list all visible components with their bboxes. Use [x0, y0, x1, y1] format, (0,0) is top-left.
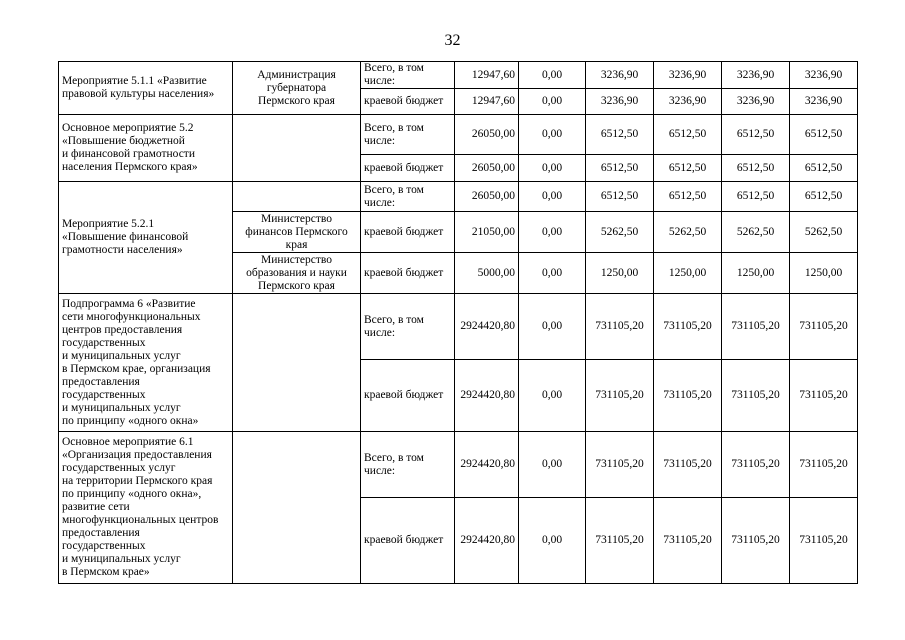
amount-total: 26050,00 — [455, 115, 519, 155]
amount-year: 3236,90 — [790, 62, 858, 89]
amount-year: 0,00 — [519, 360, 586, 432]
amount-year: 6512,50 — [722, 155, 790, 182]
executor-cell — [233, 294, 361, 432]
executor-cell: Министерство финансов Пермского края — [233, 212, 361, 253]
amount-year: 6512,50 — [654, 115, 722, 155]
funding-source: Всего, в том числе: — [361, 294, 455, 360]
amount-year: 731105,20 — [586, 498, 654, 584]
activity-name: Основное мероприятие 5.2 «Повышение бюджетной и финансовой грамотности населения Пермского края» — [59, 115, 233, 182]
amount-year: 1250,00 — [722, 253, 790, 294]
amount-year: 0,00 — [519, 212, 586, 253]
executor-cell — [233, 432, 361, 584]
amount-year: 0,00 — [519, 498, 586, 584]
table-row — [59, 62, 858, 89]
amount-year: 6512,50 — [790, 115, 858, 155]
amount-year: 731105,20 — [654, 432, 722, 498]
amount-total: 21050,00 — [455, 212, 519, 253]
amount-year: 5262,50 — [586, 212, 654, 253]
activity-name: Подпрограмма 6 «Развитие сети многофункциональных центров предоставления государственных и муниципальных услуг в Пермском крае, организация предоставления государственных и муниципальных услуг по принципу «одного окна» — [59, 294, 233, 432]
funding-source: Всего, в том числе: — [361, 115, 455, 155]
amount-year: 6512,50 — [790, 182, 858, 212]
executor-cell — [233, 182, 361, 212]
amount-year: 3236,90 — [722, 89, 790, 115]
funding-source: краевой бюджет — [361, 360, 455, 432]
amount-year: 3236,90 — [722, 62, 790, 89]
amount-year: 3236,90 — [586, 62, 654, 89]
amount-year: 0,00 — [519, 89, 586, 115]
executor-cell — [233, 115, 361, 182]
amount-year: 0,00 — [519, 432, 586, 498]
amount-year: 731105,20 — [654, 294, 722, 360]
amount-year: 0,00 — [519, 155, 586, 182]
amount-year: 0,00 — [519, 115, 586, 155]
funding-source: Всего, в том числе: — [361, 182, 455, 212]
table-row — [59, 294, 858, 360]
funding-source: краевой бюджет — [361, 155, 455, 182]
funding-source: краевой бюджет — [361, 89, 455, 115]
budget-table — [58, 61, 858, 584]
table-row — [59, 182, 858, 212]
funding-source: краевой бюджет — [361, 212, 455, 253]
funding-source: Всего, в том числе: — [361, 432, 455, 498]
amount-year: 731105,20 — [586, 360, 654, 432]
activity-name: Мероприятие 5.1.1 «Развитие правовой культуры населения» — [59, 62, 233, 115]
amount-year: 6512,50 — [586, 182, 654, 212]
amount-year: 731105,20 — [722, 432, 790, 498]
amount-total: 2924420,80 — [455, 294, 519, 360]
funding-source: Всего, в том числе: — [361, 62, 455, 89]
amount-year: 731105,20 — [790, 432, 858, 498]
funding-source: краевой бюджет — [361, 253, 455, 294]
activity-name: Мероприятие 5.2.1 «Повышение финансовой грамотности населения» — [59, 182, 233, 294]
amount-year: 731105,20 — [586, 294, 654, 360]
table-row — [59, 115, 858, 155]
amount-year: 731105,20 — [654, 498, 722, 584]
amount-year: 1250,00 — [654, 253, 722, 294]
amount-total: 2924420,80 — [455, 360, 519, 432]
amount-year: 6512,50 — [586, 155, 654, 182]
amount-year: 731105,20 — [790, 360, 858, 432]
amount-total: 2924420,80 — [455, 498, 519, 584]
amount-total: 2924420,80 — [455, 432, 519, 498]
amount-year: 6512,50 — [586, 115, 654, 155]
amount-year: 6512,50 — [722, 115, 790, 155]
amount-year: 3236,90 — [586, 89, 654, 115]
amount-year: 3236,90 — [654, 89, 722, 115]
amount-year: 0,00 — [519, 253, 586, 294]
amount-year: 6512,50 — [654, 155, 722, 182]
amount-year: 3236,90 — [790, 89, 858, 115]
amount-year: 6512,50 — [790, 155, 858, 182]
amount-year: 731105,20 — [790, 294, 858, 360]
amount-year: 1250,00 — [586, 253, 654, 294]
amount-year: 731105,20 — [586, 432, 654, 498]
amount-year: 5262,50 — [722, 212, 790, 253]
amount-year: 0,00 — [519, 62, 586, 89]
amount-year: 731105,20 — [654, 360, 722, 432]
amount-total: 26050,00 — [455, 155, 519, 182]
amount-year: 1250,00 — [790, 253, 858, 294]
amount-total: 5000,00 — [455, 253, 519, 294]
amount-year: 3236,90 — [654, 62, 722, 89]
amount-year: 6512,50 — [654, 182, 722, 212]
amount-year: 6512,50 — [722, 182, 790, 212]
amount-year: 731105,20 — [722, 360, 790, 432]
page-number: 32 — [444, 32, 461, 49]
amount-year: 5262,50 — [654, 212, 722, 253]
amount-year: 0,00 — [519, 294, 586, 360]
amount-year: 731105,20 — [722, 294, 790, 360]
table-row — [59, 432, 858, 498]
amount-total: 12947,60 — [455, 62, 519, 89]
amount-year: 731105,20 — [722, 498, 790, 584]
activity-name: Основное мероприятие 6.1 «Организация предоставления государственных услуг на территории Пермского края по принципу «одного окна», развитие сети многофункциональных центров предоставления государственных и муниципальных услуг в Пермском крае» — [59, 432, 233, 584]
funding-source: краевой бюджет — [361, 498, 455, 584]
amount-year: 0,00 — [519, 182, 586, 212]
executor-cell: Министерство образования и науки Пермского края — [233, 253, 361, 294]
executor-cell: Администрация губернатора Пермского края — [233, 62, 361, 115]
amount-year: 731105,20 — [790, 498, 858, 584]
amount-total: 26050,00 — [455, 182, 519, 212]
amount-total: 12947,60 — [455, 89, 519, 115]
amount-year: 5262,50 — [790, 212, 858, 253]
